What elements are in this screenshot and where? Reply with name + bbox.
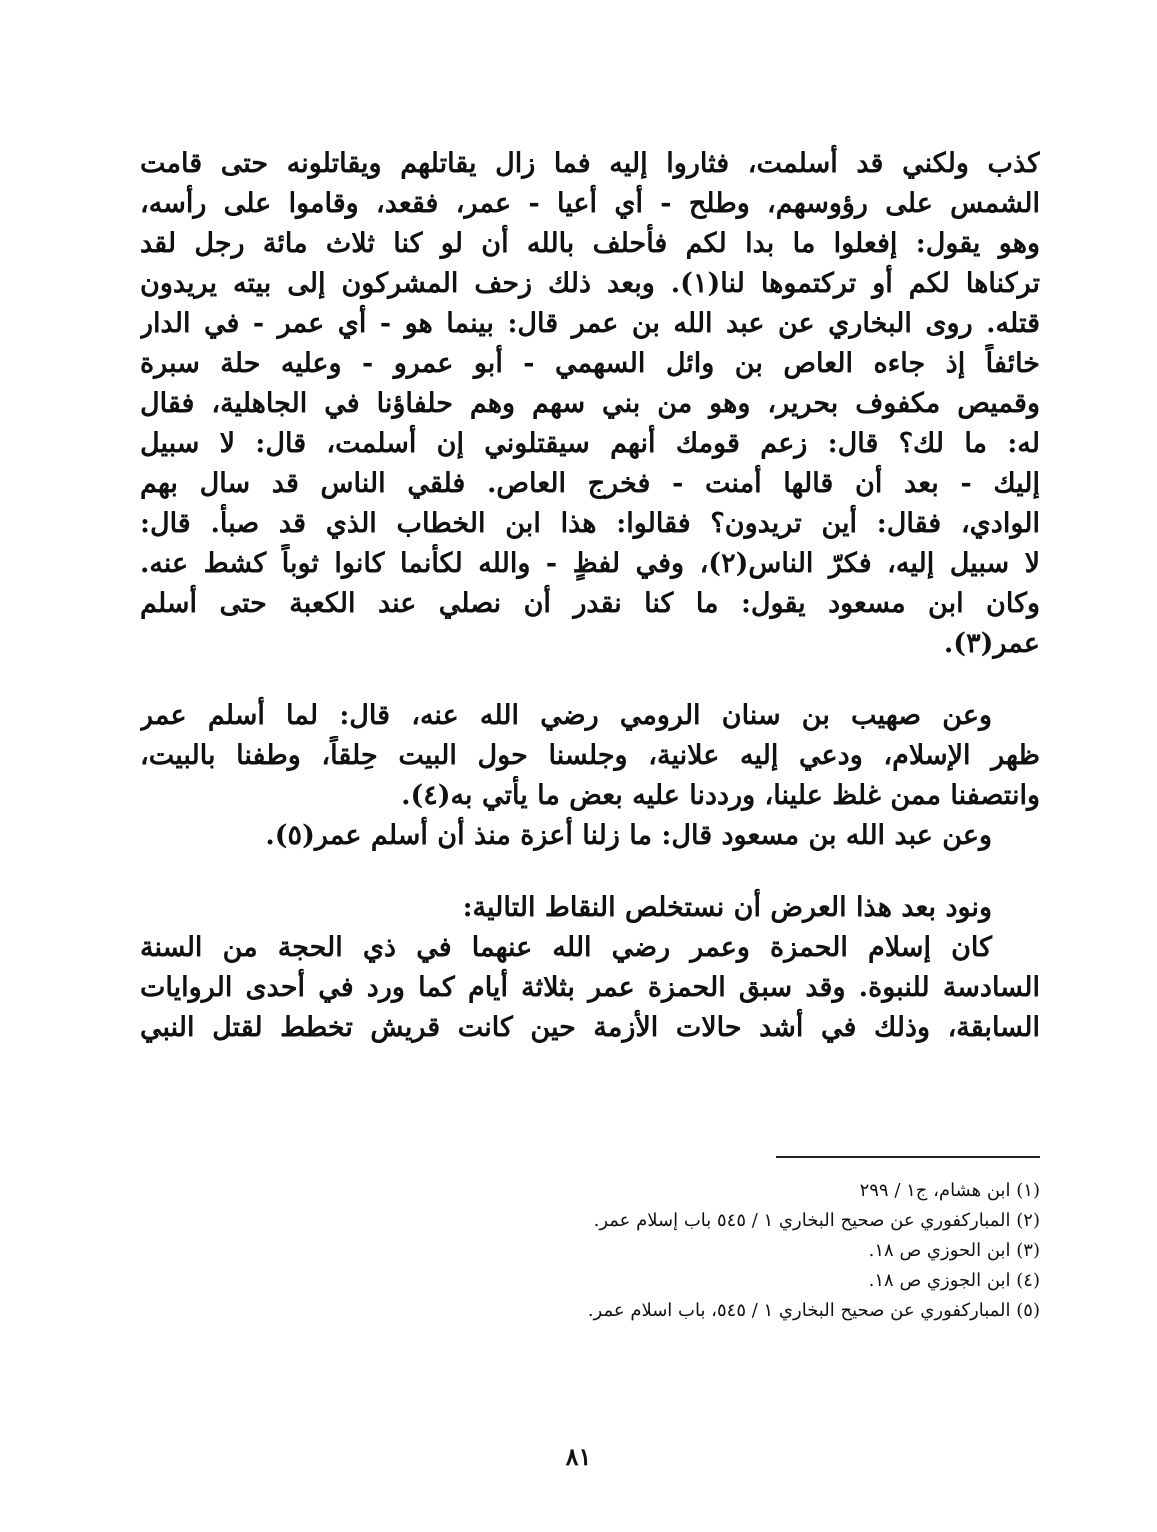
paragraph xyxy=(140,816,1040,856)
footnote: (٢) المباركفوري عن صحيح البخاري ١ / ٥٤٥ باب إسلام عمر. xyxy=(593,1210,1040,1231)
paragraph-spacer xyxy=(140,664,1040,696)
text-line: عمر(٣). xyxy=(943,628,1040,659)
text-line: ظهر الإسلام، ودعي إليه علانية، وجلسنا حول البيت حِلقاً، وطفنا بالبيت، xyxy=(140,740,1040,771)
text-line: وعن صهيب بن سنان الرومي رضي الله عنه، قال: لما أسلم عمر xyxy=(140,700,992,731)
footnote: (٥) المباركفوري عن صحيح البخاري ١ / ٥٤٥، باب اسلام عمر. xyxy=(587,1300,1040,1321)
text-line: خائفاً إذ جاءه العاص بن وائل السهمي - أبو عمرو - وعليه حلة سبرة xyxy=(140,348,1040,379)
footnote: (٤) ابن الجوزي ص ١٨. xyxy=(868,1270,1040,1291)
footnote-divider xyxy=(776,1156,1040,1158)
text-line: السابقة، وذلك في أشد حالات الأزمة حين كانت قريش تخطط لقتل النبي xyxy=(140,1012,1040,1043)
text-line: لا سبيل إليه، فكرّ الناس(٢)، وفي لفظٍ - والله لكأنما كانوا ثوباً كشط عنه. xyxy=(140,548,1040,579)
text-line: وقميص مكفوف بحرير، وهو من بني سهم وهم حلفاؤنا في الجاهلية، فقال xyxy=(140,388,1040,419)
text-line: وعن عبد الله بن مسعود قال: ما زلنا أعزة منذ أن أسلم عمر(٥). xyxy=(265,820,992,851)
text-line: تركناها لكم أو تركتموها لنا(١). وبعد ذلك زحف المشركون إلى بيته يريدون xyxy=(140,268,1040,299)
text-line: كذب ولكني قد أسلمت، فثاروا إليه فما زال يقاتلهم ويقاتلونه حتى قامت xyxy=(140,148,1040,179)
text-line: الوادي، فقال: أين تريدون؟ فقالوا: هذا ابن الخطاب الذي قد صبأ. قال: xyxy=(140,508,1040,539)
text-line: وانتصفنا ممن غلظ علينا، ورددنا عليه بعض ما يأتي به(٤). xyxy=(401,780,1040,811)
text-line: كان إسلام الحمزة وعمر رضي الله عنهما في ذي الحجة من السنة xyxy=(140,932,992,963)
text-line: وهو يقول: إفعلوا ما بدا لكم فأحلف بالله أن لو كنا ثلاث مائة رجل لقد xyxy=(140,228,1040,259)
footnotes xyxy=(140,1176,1040,1326)
text-line: وكان ابن مسعود يقول: ما كنا نقدر أن نصلي عند الكعبة حتى أسلم xyxy=(140,588,1040,619)
text-line: إليك - بعد أن قالها أمنت - فخرج العاص. فلقي الناس قد سال بهم xyxy=(140,468,1040,499)
main-text xyxy=(140,144,1040,1048)
paragraph xyxy=(140,696,1040,816)
text-line: له: ما لك؟ قال: زعم قومك أنهم سيقتلوني إن أسلمت، قال: لا سبيل xyxy=(140,428,1040,459)
paragraph xyxy=(140,888,1040,928)
paragraph xyxy=(140,144,1040,664)
text-line: قتله. روى البخاري عن عبد الله بن عمر قال: بينما هو - أي عمر - في الدار xyxy=(140,308,1040,339)
paragraph-spacer xyxy=(140,856,1040,888)
page-number: ٨١ xyxy=(565,1442,592,1471)
footnote: (١) ابن هشام، ج١ / ٢٩٩ xyxy=(859,1180,1040,1201)
paragraph xyxy=(140,928,1040,1048)
text-line: ونود بعد هذا العرض أن نستخلص النقاط التالية: xyxy=(462,892,992,923)
text-line: السادسة للنبوة. وقد سبق الحمزة عمر بثلاثة أيام كما ورد في أحدى الروايات xyxy=(140,972,1040,1003)
footnote: (٣) ابن الحوزي ص ١٨. xyxy=(868,1240,1040,1261)
text-line: الشمس على رؤوسهم، وطلح - أي أعيا - عمر، فقعد، وقاموا على رأسه، xyxy=(140,188,1040,219)
